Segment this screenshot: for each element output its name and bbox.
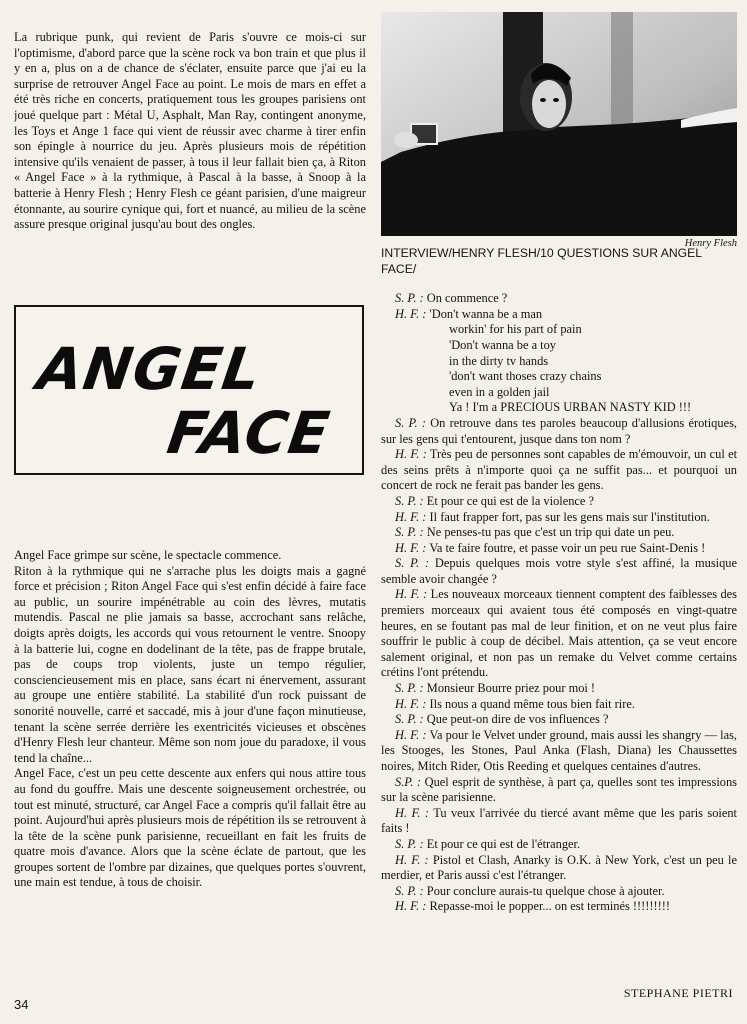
speaker-label: S. P. : bbox=[395, 415, 426, 430]
speaker-label: S. P. : bbox=[395, 883, 424, 898]
speaker-label: H. F. : bbox=[395, 509, 427, 524]
interview-line bbox=[381, 681, 737, 697]
interview-lines bbox=[381, 291, 737, 915]
right-column bbox=[381, 246, 737, 915]
interview-line bbox=[381, 837, 737, 853]
interview-line bbox=[381, 494, 737, 510]
speaker-label: S.P. : bbox=[395, 774, 422, 789]
interview-line bbox=[381, 697, 737, 713]
line-text: Pour conclure aurais-tu quelque chose à ajouter. bbox=[426, 883, 665, 898]
interview-line bbox=[381, 853, 737, 884]
speaker-label: H. F. : bbox=[395, 805, 430, 820]
interview-line bbox=[381, 541, 737, 557]
interview-line bbox=[381, 291, 737, 307]
line-text: Va pour le Velvet under ground, mais aussi les shangry — las, les Stooges, les Stones, Paul Anka (Flash, Diana) les Chaussettes noires, Mitch Rider, Otis Reeding et quelques centaines d'autres. bbox=[381, 727, 738, 773]
lyric-line: even in a golden jail bbox=[449, 384, 550, 399]
line-text: Va te faire foutre, et passe voir un peu rue Saint-Denis ! bbox=[429, 540, 706, 555]
interview-title: INTERVIEW/HENRY FLESH/10 QUESTIONS SUR ANGEL FACE/ bbox=[381, 246, 702, 276]
speaker-label: S. P. : bbox=[395, 493, 424, 508]
title-angel: ANGEL bbox=[33, 335, 266, 403]
lyric-line: 'Don't wanna be a toy bbox=[449, 337, 557, 352]
speaker-label: H. F. : bbox=[395, 587, 428, 602]
article-title-box bbox=[14, 305, 364, 475]
line-text: Ils nous a quand même tous bien fait rire. bbox=[429, 696, 635, 711]
speaker-label: H. F. : bbox=[395, 306, 427, 321]
speaker-label: H. F. : bbox=[395, 540, 427, 555]
photo-caption: Henry Flesh bbox=[684, 238, 737, 249]
speaker-label: S. P. : bbox=[395, 712, 424, 727]
interview-line bbox=[381, 587, 737, 681]
interview-line bbox=[381, 416, 737, 447]
line-text: Les nouveaux morceaux tiennent comptent des faiblesses des premiers morceaux qui avaient tous été composés en vingt-quatre heures, en se foutant pas mal de leur finition, et on ne veut plus faire souffrir le public à coup de décibel. Mais attention, ça se veut encore salement original, et non pas un remake du Velvet comme certains crétins l'ont prétendu. bbox=[381, 587, 737, 680]
interview-line bbox=[381, 775, 737, 806]
line-text: On retrouve dans tes paroles beaucoup d'allusions érotiques, sur les gens qui t'entourent, jusque dans ton nom ? bbox=[381, 415, 737, 446]
photo-illustration bbox=[381, 12, 737, 236]
left-body bbox=[14, 548, 366, 891]
lyric-line: 'Don't wanna be a man bbox=[429, 306, 543, 321]
line-text: Et pour ce qui est de la violence ? bbox=[426, 493, 595, 508]
speaker-label: H. F. : bbox=[395, 696, 427, 711]
line-text: Il faut frapper fort, pas sur les gens mais sur l'institution. bbox=[429, 509, 710, 524]
speaker-label: S. P. : bbox=[395, 525, 424, 540]
interview-line bbox=[381, 510, 737, 526]
speaker-label: H. F. : bbox=[395, 899, 427, 914]
interview-line bbox=[381, 525, 737, 541]
line-text: Repasse-moi le popper... on est terminés !!!!!!!!! bbox=[429, 899, 671, 914]
line-text: Que peut-on dire de vos influences ? bbox=[426, 712, 609, 727]
line-text: Pistol et Clash, Anarky is O.K. à New York, c'est un peu le merdier, et Paris aussi c'est l'étranger. bbox=[381, 852, 737, 883]
line-text: Très peu de personnes sont capables de m'émouvoir, un cul et des seins prêts à n'importe quoi ça ne suffit pas... et pourquoi un concert de rock ne ferait pas bander les gens. bbox=[381, 447, 738, 493]
body-paragraph-2: Riton à la rythmique qui ne s'arrache plus les doigts mais a gagné force et précision ; Riton Angel Face qui s'est enfin décidé à faire face au public, un sourire impénétrable au coin des lèvres, mutatis mutendis. Pascal ne plie jamais sa basse, accrochant sans relâche, doigts après doigts, les accords qui vous retournent le ventre. Snoopy à la batterie lui, cogne en dodelinant de la tête, pas de frappe brutale, pas de coups trop violents, juste un tempo régulier, consciencieusement mis en place, sans écart ni énervement, assurant au groupe une entière stabilité. La stabilité d'un rock puissant de sonorité nouvelle, carré et saccadé, mis à jour d'une façon minutieuse, tenant la scène serrée derrière les exentricités vicieuses et obscènes d'Henry Flesh leur chanteur. Même son nom joue du paradoxe, il vous tend la chaîne... bbox=[14, 563, 366, 765]
page-number: 34 bbox=[14, 997, 29, 1012]
interview-line bbox=[381, 712, 737, 728]
speaker-label: H. F. : bbox=[395, 727, 427, 742]
intro-text: La rubrique punk, qui revient de Paris s'ouvre ce mois-ci sur l'optimisme, d'abord parce que la scène rock va bon train et que plus il y en a, plus on a de chance de s'éclater, ensuite parce que j'ai eu la surprise de retrouver Angel Face au point. Le mois de mars en effet a été très riche en concerts, pratiquement tous les groupes parisiens ont joué quelque part : Métal U, Asphalt, Man Ray, contingent anonyme, les Toys et Ange 1 face qui vient de réussir avec charme à tirer enfin son épingle à nourrice du jeu. Après plusieurs mois de répétition intensive qu'ils venaient de passer, à tous il leur fallait bien ça, à Riton « Angel Face » à la rythmique, à Pascal à la basse, à Snoop à la batterie à Henry Flesh ; Henry Flesh ce géant parisien, d'une maigreur étonnante, au sourire cynique qui, fort et nuancé, au milieu de la scène assure presque original jusqu'au bout des ongles. bbox=[14, 30, 366, 232]
line-text: Quel esprit de synthèse, à part ça, quelles sont tes impressions sur la scène parisienne. bbox=[381, 774, 737, 805]
speaker-label: S. P. : bbox=[395, 681, 424, 696]
interview-line bbox=[381, 307, 737, 323]
body-paragraph-1: Angel Face grimpe sur scène, le spectacle commence. bbox=[14, 548, 282, 562]
line-text: Monsieur Bourre priez pour moi ! bbox=[426, 681, 596, 696]
interview-line bbox=[381, 556, 737, 587]
speaker-label: S. P. : bbox=[395, 556, 430, 571]
left-column bbox=[14, 30, 366, 320]
line-text: On commence ? bbox=[426, 291, 508, 306]
henry-flesh-photo bbox=[381, 12, 737, 236]
lyric-line: Ya ! I'm a PRECIOUS URBAN NASTY KID !!! bbox=[449, 400, 692, 415]
interview-line bbox=[381, 884, 737, 900]
body-paragraph-3: Angel Face, c'est un peu cette descente aux enfers qui nous attire tous au fond du gouffre. Mais une descente soigneusement orchestrée, ou tout est minuté, structuré, car Angel Face a compris qu'il fallait être au point. Aujourd'hui après plusieurs mois de répétition ils se retrouvent à la tête de la scène punk parisienne, recueillant en fait les fruits de quatre mois d'avance. Alors que la scène éclate de partout, que les groupes sortent de l'ombre par dizaines, que quelques portes s'ouvrent, une main est tendue, à tous de choisir. bbox=[14, 766, 366, 890]
speaker-label: H. F. : bbox=[395, 447, 427, 462]
title-face: FACE bbox=[163, 399, 335, 467]
interview-line bbox=[381, 806, 737, 837]
speaker-label: S. P. : bbox=[395, 291, 424, 306]
speaker-label: H. F. : bbox=[395, 852, 429, 867]
intro-paragraph bbox=[14, 30, 366, 320]
author-signature: STEPHANE PIETRI bbox=[623, 986, 733, 1000]
interview-line bbox=[381, 728, 737, 775]
interview-line bbox=[381, 899, 737, 915]
lyric-line: 'don't want thoses crazy chains bbox=[449, 369, 602, 384]
line-text: Tu veux l'arrivée du tiercé avant même que les paris soient faits ! bbox=[381, 805, 737, 836]
line-text: Et pour ce qui est de l'étranger. bbox=[426, 836, 581, 851]
lyric-line: in the dirty tv hands bbox=[449, 353, 549, 368]
lyric-line: workin' for his part of pain bbox=[449, 322, 582, 337]
line-text: Depuis quelques mois votre style s'est affiné, la musique semble avoir changée ? bbox=[381, 556, 737, 586]
speaker-label: S. P. : bbox=[395, 836, 424, 851]
interview-line bbox=[381, 447, 737, 494]
line-text: Ne penses-tu pas que c'est un trip qui date un peu. bbox=[426, 525, 675, 540]
